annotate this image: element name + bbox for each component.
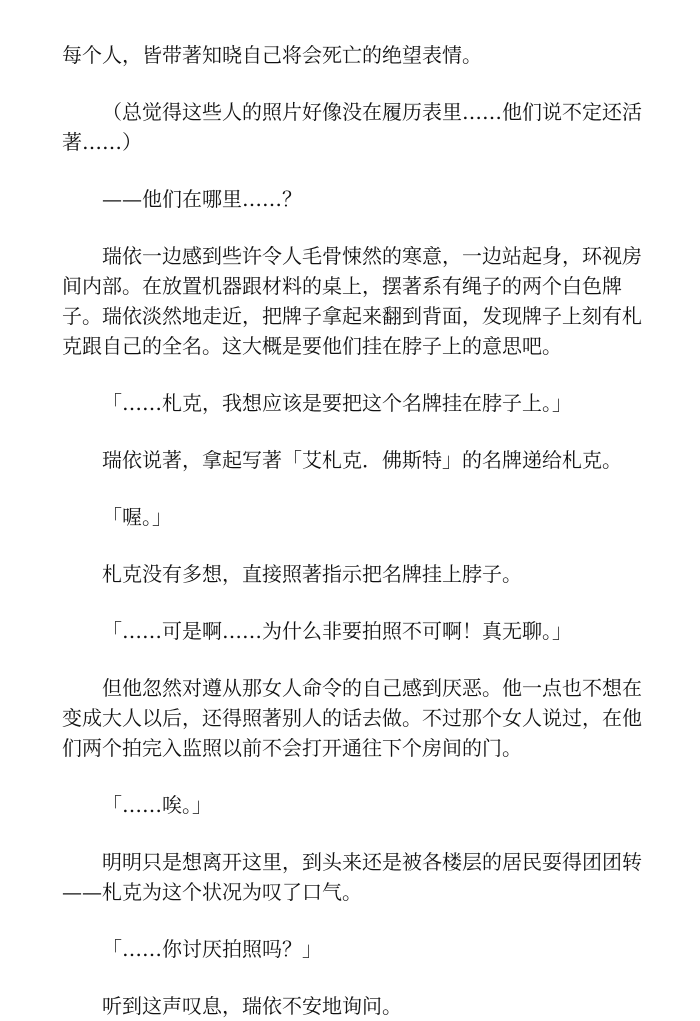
paragraph-4: 瑞依一边感到些许令人毛骨悚然的寒意，一边站起身，环视房间内部。在放置机器跟材料的桌上，摆著系有绳子的两个白色牌子。瑞依淡然地走近，把牌子拿起来翻到背面，发现牌子上刻有札克跟自己的全名。这大概是要他们挂在脖子上的意思吧。 [62,244,642,358]
paragraph-12: 明明只是想离开这里，到头来还是被各楼层的居民耍得团团转——札克为这个状况为叹了口气。 [62,850,642,904]
document-page [62,40,642,1021]
paragraph-10: 但他忽然对遵从那女人命令的自己感到厌恶。他一点也不想在变成大人以后，还得照著别人的话去做。不过那个女人说过，在他们两个拍完入监照以前不会打开通往下个房间的门。 [62,676,642,760]
paragraph-13: 「……你讨厌拍照吗？」 [102,937,322,961]
paragraph-1: 每个人，皆带著知晓自己将会死亡的绝望表情。 [62,43,482,67]
paragraph-9: 「……可是啊……为什么非要拍照不可啊！真无聊。」 [102,619,572,643]
paragraph-7: 「喔。」 [102,505,172,529]
paragraph-3: ——他们在哪里……？ [102,187,302,211]
paragraph-11: 「……唉。」 [102,793,212,817]
paragraph-6: 瑞依说著，拿起写著「艾札克．佛斯特」的名牌递给札克。 [102,448,622,472]
paragraph-8: 札克没有多想，直接照著指示把名牌挂上脖子。 [102,562,522,586]
paragraph-14: 听到这声叹息，瑞依不安地询问。 [102,994,402,1018]
paragraph-5: 「……札克，我想应该是要把这个名牌挂在脖子上。」 [102,391,572,415]
paragraph-2: （总觉得这些人的照片好像没在履历表里……他们说不定还活著……） [62,100,642,154]
